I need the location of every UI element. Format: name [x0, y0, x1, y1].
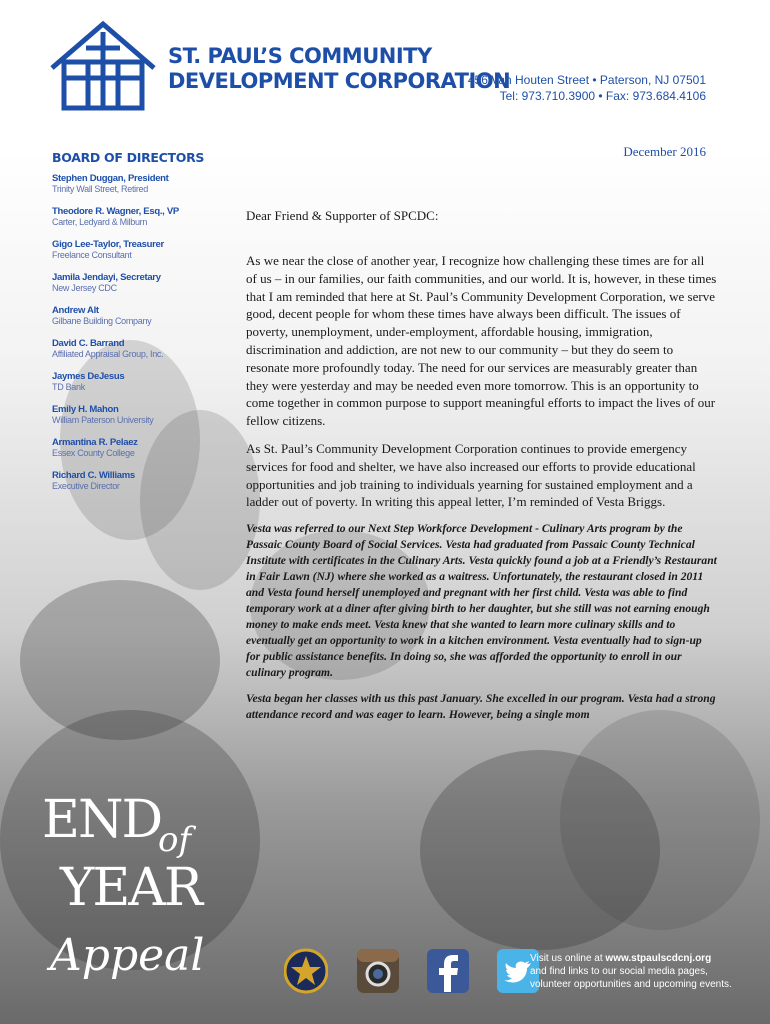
- appeal-word-year: YEAR: [60, 858, 201, 918]
- organization-name-line2: DEVELOPMENT CORPORATION: [168, 69, 511, 93]
- appeal-word-end: END: [42, 790, 162, 850]
- board-title: BOARD OF DIRECTORS: [52, 150, 205, 165]
- member-name: Armantina R. Pelaez: [52, 437, 138, 448]
- member-affiliation: New Jersey CDC: [52, 283, 117, 293]
- board-member: [52, 338, 222, 359]
- paragraph-story: Vesta was referred to our Next Step Workforce Development - Culinary Arts program by the Passaic County Board of Social Services. Vesta had graduated from Passaic County Technical Institute with certificates in the Culinary Arts. Vesta quickly found a job at a Friendly’s Restaurant in Fair Lawn (NJ) where she worked as a waitress. Unfortunately, the restaurant closed in 2011 and Vesta found herself unemployed and pregnant with her first child. Vesta was able to find temporary work at a diner after giving birth to her daughter, but she still was not earning enough money to make ends meet. Vesta knew that she wanted to learn more culinary skills and to eventually get an opportunity to work in a kitchen environment. Vesta eventually had to sign-up for public assistance benefits. In doing so, she was afforded the opportunity to enroll in our culinary program.: [246, 522, 717, 680]
- visit-prefix: Visit us online at: [530, 953, 606, 964]
- letter-body: [246, 208, 718, 733]
- member-name: Gigo Lee-Taylor, Treasurer: [52, 239, 164, 250]
- paragraph-intro: As we near the close of another year, I recognize how challenging these times are for all of us – in our families, our faith communities, and our world. It is, however, in these times that I am reminded that here at St. Paul’s Community Development Corporation, we serve good, decent people for whom these times have always been difficult. The issues of poverty, unemployment, under-employment, affordable housing, immigration, discrimination and addiction, are not new to our community – but they do seem to resonate more profoundly today. The need for our services are measurably greater than they were yesterday and may be needed even more tomorrow. This is an opportunity to come together in common purpose to support meaningful efforts to impact the lives of our fellow citizens.: [246, 253, 717, 429]
- appeal-word-of: of: [158, 820, 192, 860]
- board-member: [52, 470, 222, 491]
- organization-name-line1: ST. PAUL’S COMMUNITY: [168, 44, 432, 68]
- member-affiliation: William Paterson University: [52, 415, 154, 425]
- board-member: [52, 206, 222, 227]
- social-line: and find links to our social media pages,: [530, 966, 708, 977]
- board-member: [52, 371, 222, 392]
- member-affiliation: Executive Director: [52, 481, 120, 491]
- member-affiliation: Affiliated Appraisal Group, Inc.: [52, 349, 164, 359]
- member-name: Jaymes DeJesus: [52, 371, 125, 382]
- instagram-icon[interactable]: [356, 948, 400, 994]
- events-line: volunteer opportunities and upcoming events.: [530, 979, 732, 990]
- spcdc-logo-icon: [48, 18, 158, 114]
- member-name: Richard C. Williams: [52, 470, 135, 481]
- organization-name: [168, 44, 510, 94]
- paragraph-services: As St. Paul’s Community Development Corporation continues to provide emergency services for food and shelter, we have also increased our efforts to provide educational opportunities and job training to individuals yearning for sustained employment and a ladder out of poverty. In writing this appeal letter, I’m reminded of Vesta Briggs.: [246, 440, 696, 510]
- board-of-directors: [52, 150, 222, 503]
- end-of-year-appeal-title: [30, 790, 230, 1010]
- address: 456 Van Houten Street • Paterson, NJ 07501: [467, 73, 706, 87]
- board-member: [52, 437, 222, 458]
- member-affiliation: Freelance Consultant: [52, 250, 132, 260]
- salutation: Dear Friend & Supporter of SPCDC:: [246, 208, 439, 223]
- member-affiliation: Trinity Wall Street, Retired: [52, 184, 148, 194]
- member-name: Stephen Duggan, President: [52, 173, 169, 184]
- paragraph-story-continued: Vesta began her classes with us this past January. She excelled in our program. Vesta had a strong attendance record and was eager to learn. However, being a single mom: [246, 692, 716, 722]
- board-member: [52, 272, 222, 293]
- member-affiliation: Essex County College: [52, 448, 135, 458]
- board-member: [52, 173, 222, 194]
- website-link[interactable]: www.stpaulscdcnj.org: [605, 953, 712, 964]
- member-affiliation: TD Bank: [52, 382, 85, 392]
- board-member: [52, 305, 222, 326]
- facebook-icon[interactable]: [426, 948, 470, 994]
- board-member: [52, 404, 222, 425]
- member-name: Theodore R. Wagner, Esq., VP: [52, 206, 179, 217]
- member-name: Andrew Alt: [52, 305, 99, 316]
- member-affiliation: Carter, Ledyard & Milburn: [52, 217, 148, 227]
- member-affiliation: Gilbane Building Company: [52, 316, 152, 326]
- guidestar-badge-icon[interactable]: [284, 948, 328, 994]
- website-callout: [530, 952, 760, 991]
- appeal-word-appeal: Appeal: [50, 930, 205, 981]
- letter-date: December 2016: [623, 144, 706, 159]
- member-name: David C. Barrand: [52, 338, 125, 349]
- contact-info: [468, 72, 706, 104]
- member-name: Emily H. Mahon: [52, 404, 119, 415]
- phone-fax: Tel: 973.710.3900 • Fax: 973.684.4106: [499, 89, 706, 103]
- member-name: Jamila Jendayi, Secretary: [52, 272, 161, 283]
- visit-line: [530, 952, 760, 965]
- board-member: [52, 239, 222, 260]
